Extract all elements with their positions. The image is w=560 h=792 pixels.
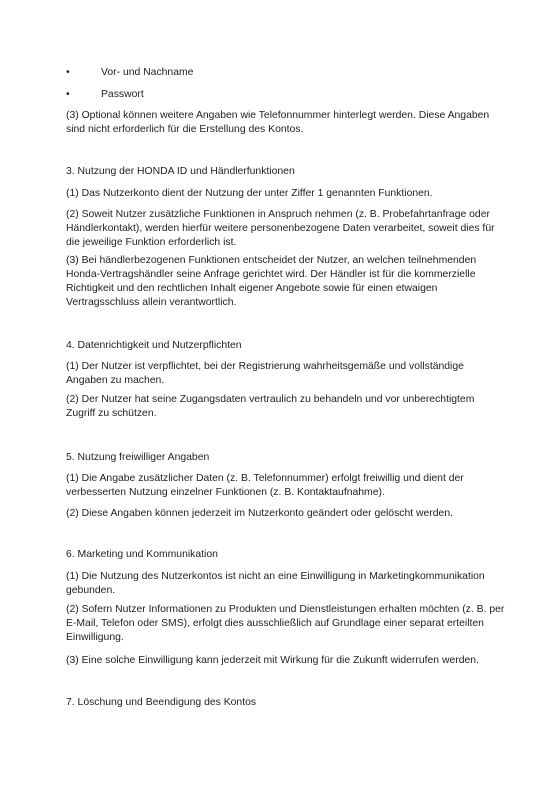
paragraph: (1) Der Nutzer ist verpflichtet, bei der Registrierung wahrheitsgemäße und vollständige Angaben zu machen. <box>66 361 464 386</box>
section-heading: 5. Nutzung freiwilliger Angaben <box>66 452 210 463</box>
paragraph: (2) Der Nutzer hat seine Zugangsdaten vertraulich zu behandeln und vor unberechtigtem Zugriff zu schützen. <box>66 394 475 419</box>
section-heading: 6. Marketing und Kommunikation <box>66 549 218 560</box>
paragraph: (3) Eine solche Einwilligung kann jederzeit mit Wirkung für die Zukunft widerrufen werden. <box>66 655 479 666</box>
paragraph: (3) Optional können weitere Angaben wie Telefonnummer hinterlegt werden. Diese Angaben sind nicht erforderlich für die Erstellung des Kontos. <box>66 110 490 135</box>
bullet-dot: • <box>66 89 70 100</box>
paragraph: (1) Die Nutzung des Nutzerkontos ist nicht an eine Einwilligung in Marketingkommunikation gebunden. <box>66 571 485 596</box>
section-heading: 4. Datenrichtigkeit und Nutzerpflichten <box>66 340 242 351</box>
section-heading: 7. Löschung und Beendigung des Kontos <box>66 697 257 708</box>
paragraph: (3) Bei händlerbezogenen Funktionen entscheidet der Nutzer, an welchen teilnehmenden Honda-Vertragshändler seine Anfrage gerichtet wird. Der Händler ist für die kommerzielle Richtigkeit und den rechtlichen Inhalt eigener Angebote sowie für einen etwaigen Vertragsschluss allein verantwortlich. <box>66 255 477 308</box>
paragraph: (2) Soweit Nutzer zusätzliche Funktionen in Anspruch nehmen (z. B. Probefahrtanfrage oder Händlerkontakt), werden hierfür weitere personenbezogene Daten verarbeitet, soweit dies für die jeweilige Funktion erforderlich ist. <box>66 209 495 248</box>
paragraph: (1) Das Nutzerkonto dient der Nutzung der unter Ziffer 1 genannten Funktionen. <box>66 188 433 199</box>
bullet-text: Vor- und Nachname <box>101 67 194 78</box>
paragraph: (2) Diese Angaben können jederzeit im Nutzerkonto geändert oder gelöscht werden. <box>66 508 453 519</box>
paragraph: (2) Sofern Nutzer Informationen zu Produkten und Dienstleistungen erhalten möchten (z. B. per E-Mail, Telefon oder SMS), erfolgt dies ausschließlich auf Grundlage einer separat erteilten Einwilligung. <box>66 604 505 643</box>
paragraph: (1) Die Angabe zusätzlicher Daten (z. B. Telefonnummer) erfolgt freiwillig und dient der verbesserten Nutzung einzelner Funktionen (z. B. Kontaktaufnahme). <box>66 473 464 498</box>
section-heading: 3. Nutzung der HONDA ID und Händlerfunktionen <box>66 166 295 177</box>
bullet-dot: • <box>66 67 70 78</box>
bullet-text: Passwort <box>101 89 144 100</box>
